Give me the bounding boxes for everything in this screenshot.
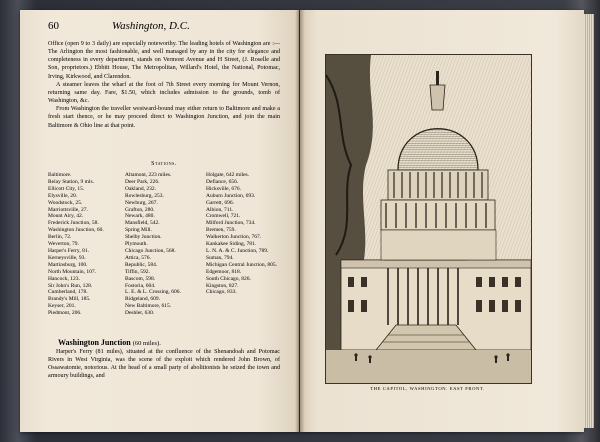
station-entry: Cromwell, 721. [206,213,241,220]
station-entry: Washington Junction, 60. [48,227,104,234]
station-entry: Oakland, 232. [125,185,157,192]
stations-column-2 [125,172,201,317]
station-entry: Mount Airy, 42. [48,213,84,220]
station-entry: Newark, 480. [125,213,155,220]
paragraph-steamer: A steamer leaves the wharf at the foot of 7th Street every morning for Mount Vernon, returning same day. Fare, $1.50, which includes admission to the grounds, tomb of Washington, &c. [48,81,280,105]
station-entry: Deshler, 630. [125,310,155,317]
station-entry: Kingston, 827. [206,282,239,289]
station-entry: Baltimore. [48,172,72,178]
station-entry: Woodstock, 25. [48,199,83,206]
station-entry: Defiance, 656. [206,178,239,185]
intro-text [48,40,280,130]
stations-heading: Stations. [151,161,177,167]
station-entry: Rowlesburg, 253. [125,192,164,199]
station-entry: Relay Station, 9 mls. [48,178,94,185]
station-entry: Frederick Junction, 58. [48,220,99,227]
station-entry: Weverton, 79. [48,241,79,248]
station-entry: Attica, 576. [125,254,151,261]
station-entry: Bascom, 598. [125,275,156,282]
station-entry: Marriottsville, 27. [48,206,88,213]
station-entry: Suman, 794. [206,254,234,261]
station-entry: Ellicott City, 15. [48,185,85,192]
station-entry: Elysville, 20. [48,192,78,199]
station-entry: Holgate, 642 miles. [206,172,250,178]
station-entry: Harper's Ferry, 81. [48,247,89,254]
station-entry: Newburg, 267. [125,199,158,206]
page-header [48,20,280,34]
station-entry: Republic, 584. [125,261,158,268]
station-entry: Ridgeland, 609. [125,296,160,303]
station-entry: Michigan Central Junction, 805. [206,261,278,268]
station-entry: Cumberland, 178. [48,289,88,296]
station-entry: Auburn Junction, 693. [206,192,256,199]
station-entry: Milford Junction, 734. [206,220,256,227]
stations-list [48,172,284,340]
station-entry: Plymouth. [125,241,148,248]
station-entry: Garrett, 696. [206,199,234,206]
station-entry: Chicago Junction, 568. [125,247,176,254]
station-entry: Martinsburg, 100. [48,261,88,268]
station-entry: Bremen, 759. [206,227,236,234]
station-entry: Brandy's Mill, 185. [48,296,91,303]
illustration-caption: THE CAPITOL, WASHINGTON. EAST FRONT. [370,386,485,391]
station-entry: Kerneysville, 93. [48,254,86,261]
station-entry: South Chicago, 826. [206,275,251,282]
stations-column-1 [48,172,120,317]
section-distance: (60 miles). [132,340,161,347]
capitol-engraving [325,54,532,384]
station-entry: Edgemoor, 818. [206,268,242,275]
station-entry: Walkerton Junction, 767. [206,234,262,241]
station-entry: Spring Mill. [125,227,152,234]
paragraph-harpers-ferry: Harper's Ferry (81 miles), situated at the confluence of the Shenandoah and Potomac Rivers in West Virginia, was the scene of the exploit which rendered John Brown, of Ossawatomie, notorious. At the head of a small party of abolitionists he seized the town and armoury buildings, and [48,349,280,380]
page-number: 60 [48,20,59,32]
station-entry: Kankakee Siding, 781. [206,241,257,248]
book-gutter [295,10,305,432]
station-entry: L. E. & L. Crossing, 606. [125,289,181,296]
section-heading [58,338,161,347]
station-entry: Shelby Junction. [125,234,162,241]
station-entry: Piedmont, 206. [48,310,82,317]
paragraph-hotels: Office (open 9 to 3 daily) are especially noteworthy. The leading hotels of Washington are :—The Arlington the most fashionable, and well managed by any in the city for elegance and completeness in every department, stands on Vermont Avenue and H Street, (J. Roselle and Son, proprietors.) Ebbitt House, The Metropolitan, Willard's Hotel, the National, Potomac, Irving, Kirkwood, and Clarendon. [48,41,280,80]
station-entry: Chicago, 833. [206,289,237,296]
station-entry: Mansfield, 542. [125,220,160,227]
station-entry: Albion, 711. [206,206,234,213]
station-entry: Fostoria, 604. [125,282,156,289]
station-entry: Keyser, 201. [48,303,76,310]
stations-column-3 [206,172,286,296]
station-entry: Deer Park, 226. [125,178,160,185]
paragraph-westward: From Washington the traveller westward-bound may either return to Baltimore and make a fresh start thence, or he may proceed direct to Washington Junction, and join the main Baltimore & Ohio line at that point. [48,106,280,129]
station-entry: Sir John's Run, 128. [48,282,93,289]
station-entry: New Baltimore, 615. [125,303,172,310]
section-title: Washington Junction [58,338,131,347]
station-entry: Berlin, 72. [48,234,72,241]
station-entry: Hancock, 123. [48,275,80,282]
station-entry: L. N. A. & C. Junction, 789. [206,247,269,254]
station-entry: Hicksville, 676. [206,185,241,192]
closing-text [48,348,280,381]
station-entry: Grafton, 280. [125,206,155,213]
station-entry: North Mountain, 107. [48,268,96,275]
station-entry: Altamont, 223 miles. [125,172,172,178]
page-edge-stack [584,14,594,428]
running-title: Washington, D.C. [112,20,190,32]
station-entry: Tiffin, 592. [125,268,150,275]
